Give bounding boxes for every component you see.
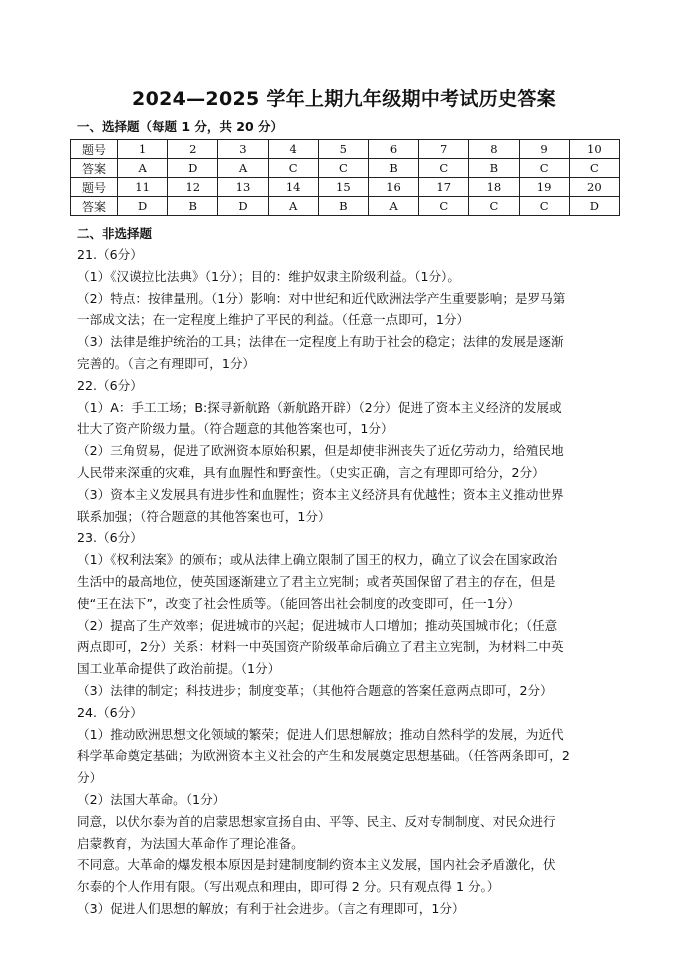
answer-line: 壮大了资产阶级力量。（符合题意的其他答案也可，1分） [77,421,394,437]
table-cell: A [218,159,268,178]
table-cell: 10 [569,140,619,159]
answer-line: （2）特点：按律量刑。（1分）影响：对中世纪和近代欧洲法学产生重要影响；是罗马第 [77,290,566,306]
answer-line: （3）资本主义发展具有进步性和血腥性；资本主义经济具有优越性；资本主义推动世界 [77,486,564,502]
answer-line: 21.（6分） [77,247,143,262]
table-cell: A [268,197,318,216]
table-row [71,159,620,178]
answer-line: （3）法律是维护统治的工具；法律在一定程度上有助于社会的稳定；法律的发展是逐渐 [77,334,564,350]
table-cell: D [168,159,218,178]
section-heading-choice: 一、选择题（每题 1 分，共 20 分） [77,119,284,134]
answer-table [70,139,620,216]
table-cell: 16 [368,178,418,197]
section-heading-nonchoice: 二、非选择题 [77,226,153,241]
answer-line: 国工业革命提供了政治前提。（1分） [77,661,281,677]
answer-line: 一部成文法；在一定程度上维护了平民的利益。（任意一点即可，1分） [77,312,470,328]
table-cell: 13 [218,178,268,197]
answer-line: 联系加强；（符合题意的其他答案也可，1分） [77,508,331,524]
answer-line: （2）法国大革命。（1分） [77,791,226,807]
table-row [71,140,620,159]
table-cell: C [569,159,619,178]
answer-line: 22.（6分） [77,377,143,393]
table-cell: C [469,197,519,216]
table-cell: A [118,159,168,178]
answer-line: 启蒙教育，为法国大革命作了理论准备。 [77,835,304,851]
answer-body [77,244,617,920]
answer-line: （1）《汉谟拉比法典》（1分）；目的：维护奴隶主阶级利益。（1分）。 [77,268,460,284]
table-cell: 6 [368,140,418,159]
table-cell: 3 [218,140,268,159]
table-cell: 15 [318,178,368,197]
answer-line: 同意，以伏尔泰为首的启蒙思想家宣扬自由、平等、民主、反对专制制度、对民众进行 [77,813,556,829]
table-cell: 5 [318,140,368,159]
table-cell: B [469,159,519,178]
table-cell: B [368,159,418,178]
answer-line: 人民带来深重的灾难，具有血腥性和野蛮性。（史实正确，言之有理即可给分，2分） [77,464,545,480]
page-title: 2024—2025 学年上期九年级期中考试历史答案 [132,88,556,110]
table-cell: D [118,197,168,216]
answer-line: （2）提高了生产效率；促进城市的兴起；促进城市人口增加；推动英国城市化；（任意 [77,617,558,633]
answer-line: 科学革命奠定基础；为欧洲资本主义社会的产生和发展奠定思想基础。（任答两条即可，2 [77,748,570,764]
answer-line: 分） [77,770,103,786]
table-cell: 1 [118,140,168,159]
table-cell: 14 [268,178,318,197]
table-row [71,178,620,197]
table-cell: C [419,159,469,178]
table-cell: C [519,159,569,178]
table-cell: 19 [519,178,569,197]
table-cell: A [368,197,418,216]
table-cell: 11 [118,178,168,197]
answer-line: （1）推动欧洲思想文化领域的繁荣；促进人们思想解放；推动自然科学的发展，为近代 [77,726,564,742]
table-cell: 9 [519,140,569,159]
answer-line: （1）《权利法案》的颁布；或从法律上确立限制了国王的权力，确立了议会在国家政治 [77,552,558,568]
answer-line: （3）促进人们思想的解放；有利于社会进步。（言之有理即可，1分） [77,900,465,916]
answer-line: 不同意。大革命的爆发根本原因是封建制度制约资本主义发展，国内社会矛盾激化，伏 [77,857,556,873]
table-cell: B [168,197,218,216]
table-cell: C [318,159,368,178]
answer-line: （2）三角贸易，促进了欧洲资本原始积累，但是却使非洲丧失了近亿劳动力，给殖民地 [77,443,564,459]
answer-line: （1）A：手工工场；B:探寻新航路（新航路开辟）（2分）促进了资本主义经济的发展或 [77,399,562,415]
answer-line: 使“王在法下”，改变了社会性质等。（能回答出社会制度的改变即可，任一1分） [77,595,520,611]
table-cell: 2 [168,140,218,159]
answer-line: 生活中的最高地位，使英国逐渐建立了君主立宪制；或者英国保留了君主的存在，但是 [77,573,556,589]
table-cell: D [218,197,268,216]
table-cell: B [318,197,368,216]
answer-line: （3）法律的制定；科技进步；制度变革；（其他符合题意的答案任意两点即可，2分） [77,682,553,698]
table-row [71,197,620,216]
table-cell: 20 [569,178,619,197]
table-row-label: 题号 [71,178,118,197]
answer-line: 23.（6分） [77,530,143,546]
answer-line: 24.（6分） [77,704,143,720]
answer-line: 两点即可，2分）关系：材料一中英国资产阶级革命后确立了君主立宪制，为材料二中英 [77,639,564,655]
table-cell: C [419,197,469,216]
table-row-label: 答案 [71,159,118,178]
answer-line: 尔泰的个人作用有限。（写出观点和理由，即可得 2 分。只有观点得 1 分。） [77,879,500,895]
table-cell: 18 [469,178,519,197]
table-cell: C [268,159,318,178]
table-cell: 8 [469,140,519,159]
table-row-label: 答案 [71,197,118,216]
table-cell: 17 [419,178,469,197]
answer-line: 完善的。（言之有理即可，1分） [77,355,256,371]
table-cell: D [569,197,619,216]
table-cell: C [519,197,569,216]
table-cell: 7 [419,140,469,159]
table-row-label: 题号 [71,140,118,159]
table-cell: 12 [168,178,218,197]
table-cell: 4 [268,140,318,159]
